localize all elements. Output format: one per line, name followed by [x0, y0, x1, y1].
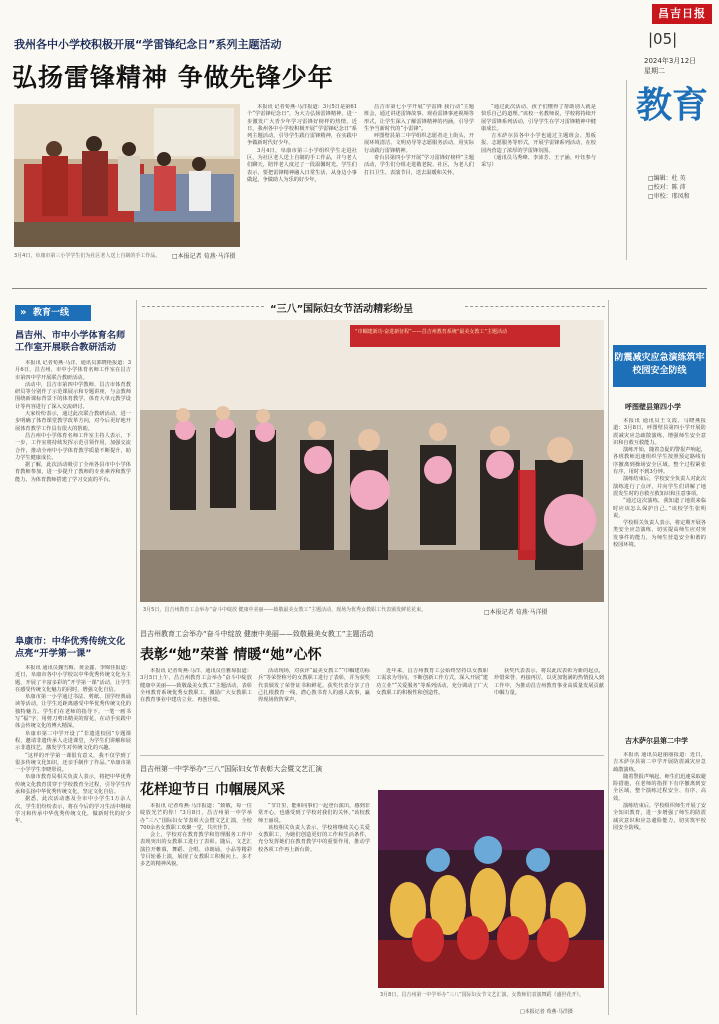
drill-para: 演练结束后，学校组织师生开展了安全知识教育，进一步增强了师生的防震减灾意识和应急避险能力，切实筑牢校园安全防线。	[613, 803, 706, 831]
lead-kicker: 我州各中小学校积极开展“学雷锋纪念日”系列主题活动	[14, 38, 282, 51]
frontline-para: 活动中，昌吉市第四中学教师、昌吉市体育教研员等分别作了示范课展示和专题讲座，与会教师围绕新课标背景下的体育教学、体育大单元教学设计等内容进行了深入交流研讨。	[15, 381, 131, 410]
lead-para: “通过此次活动，孩子们懂得了帮助别人就是快乐自己的道理。”该校一名教师说，学校将持续开展学雷锋系列活动，引导学生在学习雷锋精神中健康成长。	[481, 104, 596, 132]
frontline-para: 阜康市第二中学开设了“非遗进校园”专题课程，邀请非遗传承人走进课堂，为学生们讲解和展示非遗技艺，激发学生对传统文化的兴趣。	[15, 730, 131, 752]
frontline-para: “这样的开学第一课很有意义，我不仅学到了很多传统文化知识，还亲手制作了作品。”阜康市第一小学学生李晓彤说。	[15, 752, 131, 774]
lead-photo	[14, 104, 240, 247]
drill-para: 随着警报声响起，师生们迅速采取避险措施，在老师的指挥下有序撤离到安全区域，整个演练过程安全、有序、高效。	[613, 773, 706, 802]
lead-para: 奇台县第四小学开展“学习雷锋好榜样”主题活动，学生们分组走进敬老院、社区，为老人们打扫卫生、表演节目，送去温暖和关怀。	[364, 155, 474, 176]
drill-para: 演练开始，随着急促的警报声响起，各班教师迅速组织学生按照预定路线有序撤离到操场安全区域。整个过程紧张有序，用时不到3分钟。	[613, 447, 706, 476]
drill-para: 演练结束后，学校安全负责人对此次演练进行了点评，并向学生们讲解了地震发生时的自救互救知识和注意事项。	[613, 476, 706, 497]
drill-para: 本报讯 通讯员王文霞、马晓燕报道：3月8日，呼图壁县第四小学开展防震减灾应急疏散演练，增强师生安全意识和自救互救能力。	[613, 418, 706, 446]
women-day-article1-col3	[376, 668, 488, 750]
side-divider	[626, 80, 627, 260]
frontline-article1-body	[15, 360, 131, 625]
section-dash-left	[142, 306, 264, 307]
women-day-para: 该校相关负责人表示，学校将继续关心关爱女教职工，为她们创造更好的工作和生活条件，充分发挥她们在教育教学中的重要作用，推动学校各项工作再上新台阶。	[258, 824, 370, 853]
frontline-para: 阜康市教育局相关负责人表示，将把中华优秀传统文化教育贯穿于学校教育全过程，引导学生传承和弘扬中华优秀传统文化，坚定文化自信。	[15, 774, 131, 796]
lead-para: 吉木萨尔县各中小学也通过主题班会、黑板报、志愿服务等形式，开展学雷锋系列活动，在校园内营造了浓厚的学雷锋氛围。	[481, 133, 596, 154]
section-big-title: 教育	[636, 84, 709, 126]
article-divider	[140, 755, 604, 756]
women-day-article1-subtitle: 昌吉州教育工会举办“奋斗中绽放 健康中美丽——致敬最美女教工”主题活动	[140, 630, 374, 638]
lead-para: （通讯员马秀峰、李沛芳、王子涵、叶钰参与采写）	[481, 155, 596, 169]
women-day-article2-subtitle: 昌吉州第一中学举办“三八”国际妇女节表彰大会暨文艺汇演	[140, 765, 323, 773]
women-day-article2-col1	[140, 803, 252, 1015]
women-day-article1-col2	[258, 668, 370, 750]
drill-section-title: 防震减灾应急演练筑牢校园安全防线	[613, 345, 706, 387]
lead-body-col3	[481, 104, 596, 262]
lead-para: 昌吉市第七小学开展“学雷锋 我行动”主题班会，通过讲述雷锋故事、观看雷锋事迹视频等形式，让学生深入了解雷锋精神的内涵，引导学生争当新时代的“小雷锋”。	[364, 104, 474, 132]
frontline-para: 本报讯 通讯员魏雪梅、黄金鑫、李锦佳报道：近日，阜康市各中小学校以中华优秀传统文化为主题，开展了丰富多彩的“开学第一课”活动，让学生在感受传统文化魅力的同时，增强文化自信。	[15, 665, 131, 693]
frontline-para: 大家纷纷表示，通过此次联合教研活动，进一步明确了体育课堂教学改革方向，对今后更好地开展体育教学工作具有很大的帮助。	[15, 411, 131, 432]
women-day-photo-byline: □本报记者 荀燕·马洋摄	[484, 609, 548, 616]
drill-para: 学校相关负责人表示，将定期开展各类安全应急演练，切实提高师生应对突发事件的能力，为师生营造安全和谐的校园环境。	[613, 520, 706, 549]
women-day-banner: “巾帼建新功·奋进新征程”——昌吉州教育系统“最美女教工”主题活动	[355, 329, 507, 335]
frontline-para: 据悉，此次活动惠及全市中小学生1万余人次，学生们纷纷表示，将在今后的学习生活中继续学习和传承中华优秀传统文化，做新时代的好少年。	[15, 796, 131, 825]
drill-school2-body	[613, 752, 706, 1014]
weekday-text: 星期二	[644, 67, 665, 75]
women-day-photo-caption: 3月5日，昌吉州教育工会举办“奋斗中绽放 健康中美丽——致敬最美女教工”主题活动，现场为优秀女教职工代表颁发鲜花花束。	[143, 607, 427, 613]
frontline-para: 据了解，此次活动吸引了全州各县市中小学体育教师参加，进一步提升了教师的专业素养和教学能力，为体育教师搭建了学习交流的平台。	[15, 462, 131, 483]
section-divider	[12, 288, 707, 289]
editor-line: □审校：邢凤和	[648, 193, 690, 200]
issue-date	[644, 56, 696, 76]
women-day-dance-photo	[378, 790, 604, 988]
column-divider	[136, 300, 137, 1015]
lead-para: 本报讯 记者荀燕·马洋报道：3月5日是第61个“学雷锋纪念日”，为大力弘扬雷锋精神，进一步激发广大青少年学习雷锋好榜样的热情，近日，我州各中小学校积极开展“学雷锋纪念日”系列主题活动，引导学生践行雷锋精神，在实践中争做新时代好少年。	[247, 104, 357, 147]
column-divider	[608, 300, 609, 1015]
lead-photo-caption: 3月4日，阜康市第三小学学生们为社区老人送上自制的手工作品。	[14, 253, 161, 259]
women-day-main-photo	[140, 320, 604, 602]
lead-para: 3月4日，阜康市第三小学组织学生走进社区，为社区老人送上自制的手工作品，并与老人们聊天，陪伴老人度过了一段温馨时光。学生们表示，要把雷锋精神融入日常生活，从身边小事做起，争做助人为乐的好少年。	[247, 147, 357, 183]
drill-school2-name: 吉木萨尔县第二中学	[625, 737, 688, 745]
page-number: |05|	[648, 30, 678, 48]
editor-line: □编辑：杜 英	[648, 175, 686, 182]
section-tag-edu-frontline: » 教育一线	[15, 305, 91, 321]
lead-body-col2	[364, 104, 474, 262]
masthead-logo: 昌吉日报	[652, 4, 712, 24]
frontline-article1-title: 昌吉州、市中小学体育名师工作室开展联合教研活动	[15, 330, 126, 353]
lead-photo-byline: □本报记者 荀燕·马洋摄	[172, 253, 236, 260]
women-day-para: 本报讯 记者荀燕·马洋报道：“致敬，每一位绽放光芒的你！”3月8日，昌吉州第一中学举办“三八”国际妇女节表彰大会暨文艺汇演，全校700余名女教职工欢聚一堂，共庆佳节。	[140, 803, 252, 831]
editor-credits	[648, 174, 690, 201]
women-day-para: “节日里，能和同事们一起登台演出，感到非常开心，也感受到了学校对我们的关怀。”该校教师王丽说。	[258, 803, 370, 824]
frontline-para: 昌吉州中小学体育名师工作室主持人表示，下一步，工作室将持续发挥示范引领作用，加强交流合作，推动全州中小学体育教学质量不断提升，助力学生健康成长。	[15, 432, 131, 461]
lead-headline: 弘扬雷锋精神 争做先锋少年	[12, 63, 334, 92]
date-text: 2024年3月12日	[644, 57, 697, 65]
women-day-para: 获奖代表表示，将以此次表彰为新的起点，珍惜荣誉、再接再厉，以更加饱满的热情投入到工作中，为推动昌吉州教育事业高质量发展贡献巾帼力量。	[494, 668, 604, 696]
women-day-dance-byline: □本报记者 荀燕·马洋摄	[520, 1009, 573, 1015]
women-day-para: 会上，学校对在教育教学和管理服务工作中表现突出的女教职工进行了表彰。随后，文艺汇演拉开帷幕，舞蹈、合唱、诗朗诵、小品等精彩节目轮番上演，展现了女教职工积极向上、多才多艺的精神风貌。	[140, 832, 252, 868]
women-day-article1-col1	[140, 668, 252, 750]
frontline-para: 本报讯 记者荀燕·马洋、通讯员郭晓艳报道：3月6日，昌吉州、市中小学体育名师工作室在昌吉市第四中学开展联合教研活动。	[15, 360, 131, 381]
women-day-article1-col4	[494, 668, 604, 750]
women-day-article2-title: 花样迎节日 巾帼展风采	[140, 782, 285, 798]
drill-para: “通过这次演练，我知道了地震来临时应该怎么保护自己。”该校学生张明说。	[613, 498, 706, 519]
section-dash-right	[465, 306, 605, 307]
women-day-para: 活动现场，对获评“最美女教工”“巾帼建功标兵”等荣誉称号的女教职工进行了表彰，并为获奖代表颁发了荣誉证书和鲜花。获奖代表分享了自己扎根教育一线、潜心教书育人的感人故事，赢得现场阵阵掌声。	[258, 668, 370, 704]
editor-line: □校对：陈 沛	[648, 184, 686, 191]
women-day-article1-title: 表彰“她”荣誉 情暖“她”心怀	[140, 647, 322, 663]
women-day-section-title: “三八”国际妇女节活动精彩纷呈	[270, 304, 414, 315]
lead-para: 呼图壁县第二中学组织志愿者走上街头，开展环境清洁、文明劝导等志愿服务活动，用实际行动践行雷锋精神。	[364, 133, 474, 154]
drill-para: 本报讯 通讯员赵丽丽报道：近日，吉木萨尔县第二中学开展防震减灾应急疏散演练。	[613, 752, 706, 773]
frontline-article2-body	[15, 665, 131, 1015]
women-day-dance-caption: 3月8日，昌吉州第一中学举办“三八”国际妇女节文艺汇演，女教师们表演舞蹈《盛世花开》。	[380, 992, 585, 998]
women-day-para: 近年来，昌吉州教育工会始终坚持以女教职工需求为导向，不断创新工作方式，深入开展“建功立业”“关爱服务”等系列活动，充分调动了广大女教职工的积极性和创造性。	[376, 668, 488, 696]
drill-school1-name: 呼图壁县第四小学	[625, 403, 681, 411]
frontline-article2-title: 阜康市：中华优秀传统文化点亮“开学第一课”	[15, 636, 126, 659]
frontline-para: 阜康市第一小学通过书法、剪纸、国学经典诵读等活动，让学生近距离感受中华优秀传统文化的独特魅力。学生们在老师的指导下，一笔一画书写“福”字，用剪刀剪出精美的窗花，在动手实践中体会传统文化的博大精深。	[15, 694, 131, 730]
drill-school1-body	[613, 418, 706, 688]
women-day-para: 本报讯 记者荀燕·马洋、通讯员任雅琼报道：3月5日上午，昌吉州教育工会举办“奋斗中绽放 健康中美丽——致敬最美女教工”主题活动，表彰全州教育系统优秀女教职工，激励广大女教职工在教育事业中建功立业、再创佳绩。	[140, 668, 252, 704]
women-day-article2-col2	[258, 803, 370, 1015]
lead-body-col1	[247, 104, 357, 262]
